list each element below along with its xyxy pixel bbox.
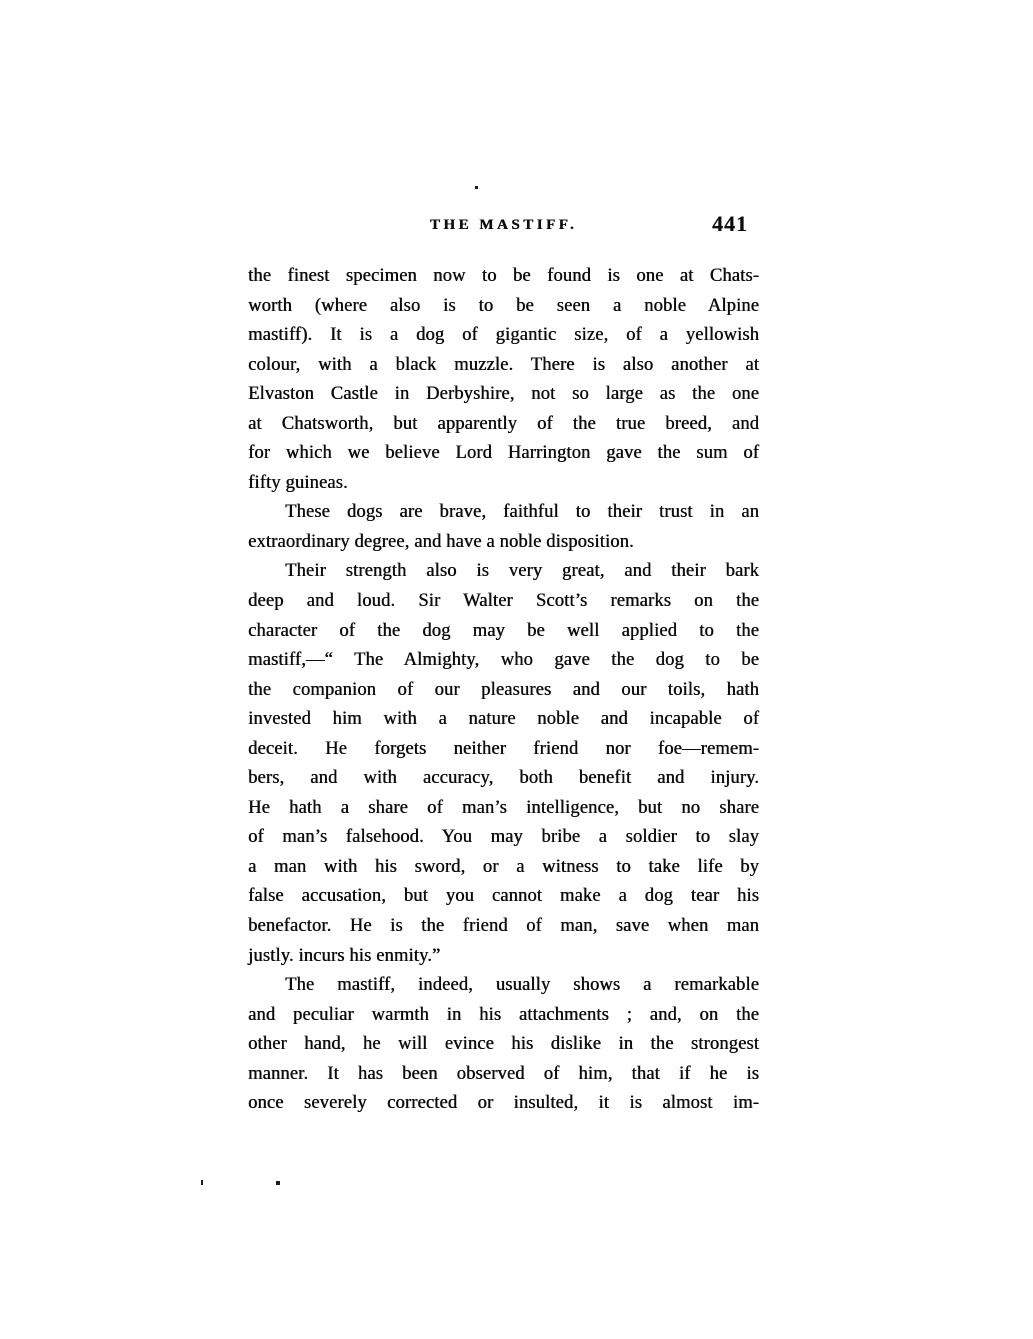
text-line: for which we believe Lord Harrington gave the sum of <box>248 443 759 464</box>
text-line: worth (where also is to be seen a noble Alpine <box>248 295 759 316</box>
text-line: the finest specimen now to be found is one at Chats- <box>248 266 759 286</box>
text-line: He hath a share of man’s intelligence, but no share <box>248 797 759 818</box>
text-line: colour, with a black muzzle. There is also another at <box>248 354 759 375</box>
text-line: mastiff,—“ The Almighty, who gave the dog to be <box>248 650 759 671</box>
text-line: at Chatsworth, but apparently of the true breed, and <box>248 413 759 434</box>
running-header-title: THE MASTIFF. <box>429 217 578 233</box>
text-line: deep and loud. Sir Walter Scott’s remarks on the <box>248 591 759 612</box>
text-line: fifty guineas. <box>248 472 348 493</box>
text-line: other hand, he will evince his dislike in the strongest <box>248 1034 759 1055</box>
text-line: These dogs are brave, faithful to their trust in an <box>285 502 759 523</box>
text-line: character of the dog may be well applied to the <box>248 620 759 641</box>
page-number: 441 <box>712 211 748 236</box>
text-line: mastiff). It is a dog of gigantic size, of a yellowish <box>248 325 759 346</box>
text-line: deceit. He forgets neither friend nor foe—remem- <box>248 738 759 759</box>
text-line: false accusation, but you cannot make a dog tear his <box>248 886 759 907</box>
text-line: bers, and with accuracy, both benefit and injury. <box>248 768 759 789</box>
ink-speck <box>475 186 478 189</box>
ink-speck <box>201 1180 203 1185</box>
text-line: of man’s falsehood. You may bribe a soldier to slay <box>248 827 759 848</box>
text-line: extraordinary degree, and have a noble disposition. <box>248 531 634 552</box>
text-line: once severely corrected or insulted, it is almost im- <box>248 1093 759 1114</box>
page-text <box>248 262 759 1119</box>
text-line: manner. It has been observed of him, that if he is <box>248 1063 759 1084</box>
text-line: invested him with a nature noble and incapable of <box>248 709 759 730</box>
text-line: the companion of our pleasures and our toils, hath <box>248 679 759 700</box>
text-line: and peculiar warmth in his attachments ; and, on the <box>248 1004 759 1025</box>
text-line: Elvaston Castle in Derbyshire, not so large as the one <box>248 384 759 405</box>
text-line: a man with his sword, or a witness to take life by <box>248 856 759 877</box>
text-line: benefactor. He is the friend of man, save when man <box>248 916 759 937</box>
text-line: Their strength also is very great, and their bark <box>285 561 759 582</box>
text-line: The mastiff, indeed, usually shows a remarkable <box>285 975 759 996</box>
ink-speck <box>276 1181 280 1185</box>
text-line: justly. incurs his enmity.” <box>248 945 441 966</box>
